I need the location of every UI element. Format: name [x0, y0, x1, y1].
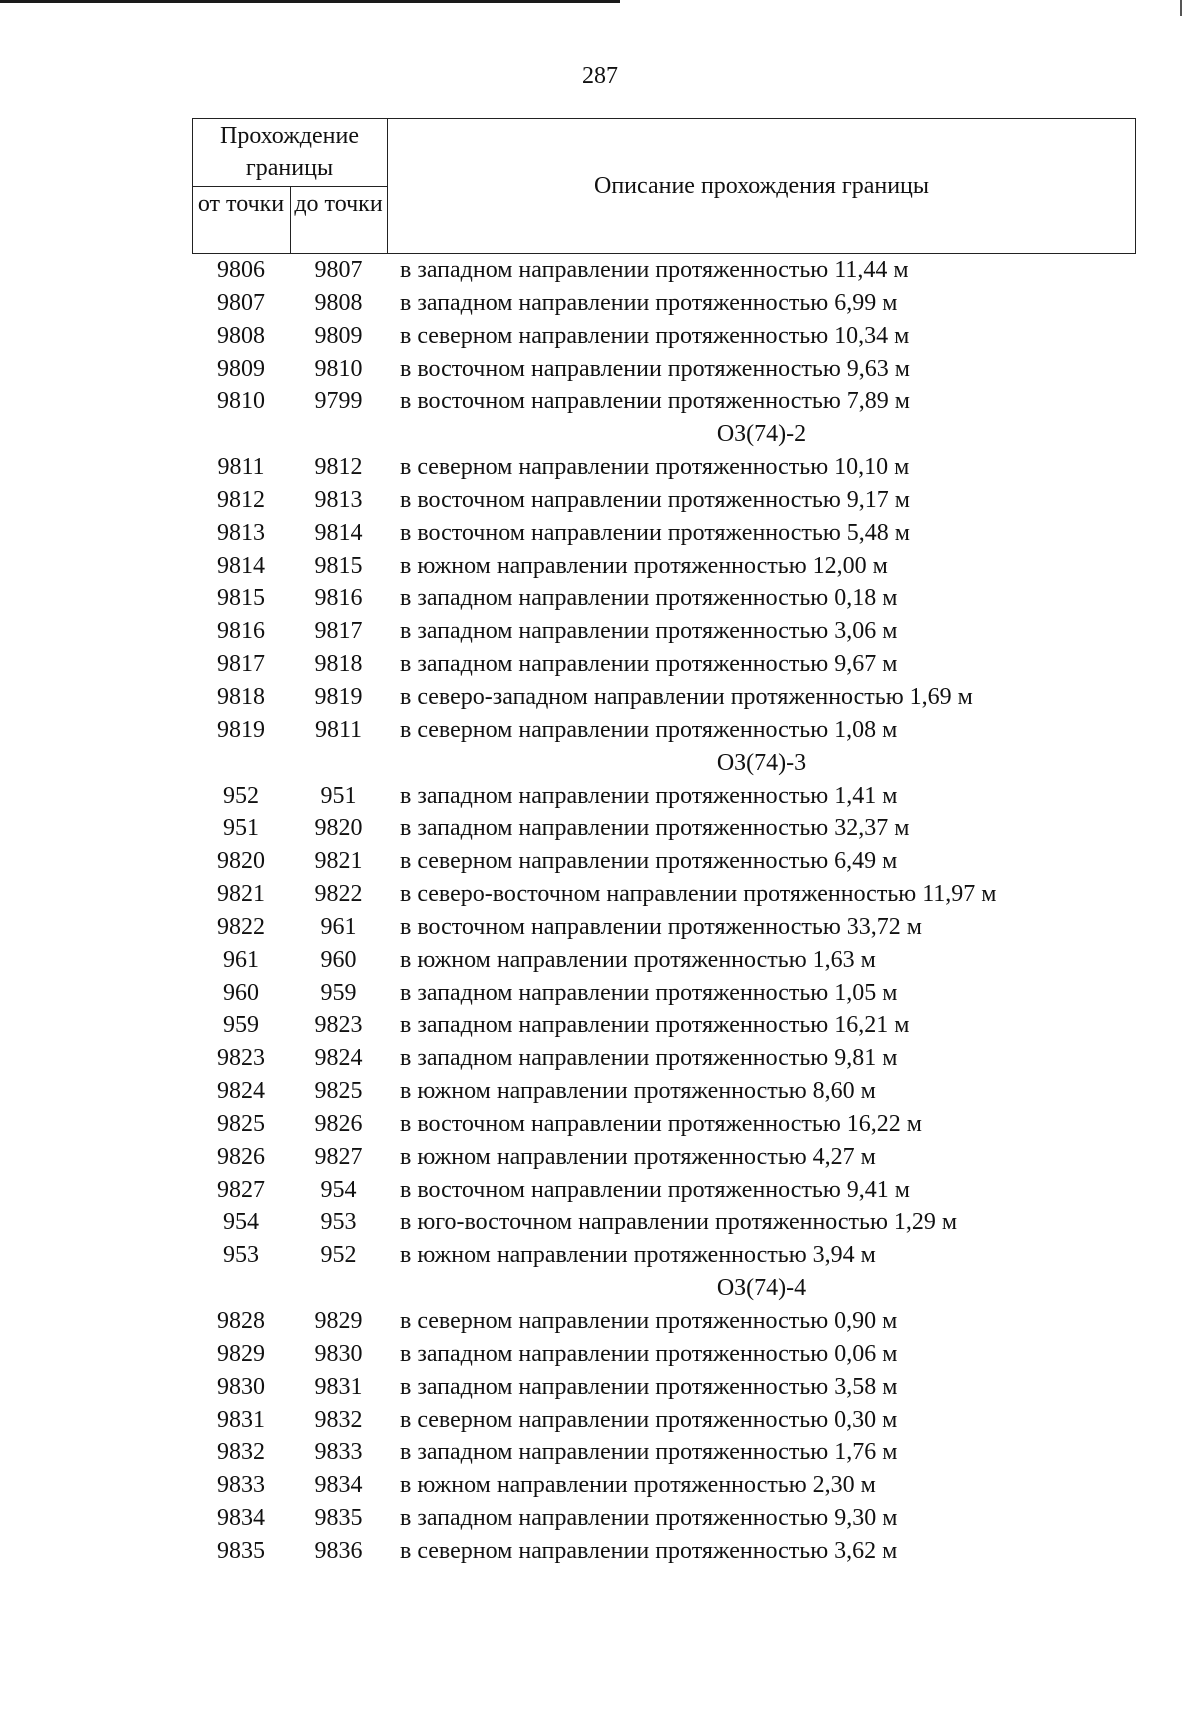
boundary-description: в южном направлении протяженностью 1,63 м	[400, 946, 876, 973]
table-row	[0, 517, 1200, 550]
from-point: 9819	[217, 716, 265, 743]
header-group-label: Прохождение границы	[219, 123, 359, 181]
boundary-description: в восточном направлении протяженностью 7,89 м	[400, 388, 910, 415]
from-point: 960	[223, 979, 259, 1006]
boundary-description: в западном направлении протяженностью 9,30 м	[400, 1505, 898, 1532]
table-row	[0, 582, 1200, 615]
from-point: 9829	[217, 1340, 265, 1367]
to-point: 9813	[314, 486, 363, 513]
table-row	[0, 911, 1200, 944]
table-row	[0, 451, 1200, 484]
to-point: 9832	[314, 1406, 363, 1433]
header-from-label: от точки	[197, 191, 285, 217]
table-row	[0, 1206, 1200, 1239]
to-point: 9807	[314, 257, 363, 283]
to-point: 9817	[314, 618, 363, 645]
boundary-description: в северо-восточном направлении протяженностью 11,97 м	[400, 881, 997, 908]
to-point: 9830	[314, 1340, 363, 1367]
table-row	[0, 1239, 1200, 1272]
section-title: ОЗ(74)-3	[716, 749, 807, 776]
table-row	[0, 1436, 1200, 1469]
table-row	[0, 714, 1200, 747]
from-point: 951	[223, 815, 259, 842]
from-point: 9825	[217, 1110, 265, 1137]
to-point: 951	[320, 782, 357, 809]
to-point: 9799	[314, 388, 363, 415]
table-row	[0, 648, 1200, 681]
boundary-description: в северо-западном направлении протяженностью 1,69 м	[400, 683, 973, 710]
from-point: 9823	[217, 1045, 265, 1072]
table-row	[0, 484, 1200, 517]
table-row	[0, 1042, 1200, 1075]
boundary-description: в южном направлении протяженностью 2,30 м	[400, 1472, 876, 1499]
table-body	[0, 254, 1200, 1568]
boundary-description: в западном направлении протяженностью 16,21 м	[400, 1012, 910, 1039]
table-row	[0, 1075, 1200, 1108]
table-row	[0, 353, 1200, 386]
from-point: 9807	[217, 289, 265, 316]
to-point: 953	[320, 1209, 357, 1236]
table-row	[0, 878, 1200, 911]
from-point: 9815	[217, 585, 265, 612]
to-point: 9818	[314, 651, 363, 678]
from-point: 9811	[217, 454, 265, 481]
to-point: 9833	[314, 1439, 363, 1466]
from-point: 959	[223, 1012, 259, 1039]
to-point: 9808	[314, 289, 363, 316]
from-point: 9832	[217, 1439, 265, 1466]
from-point: 9820	[217, 848, 265, 875]
to-point: 9825	[314, 1078, 363, 1105]
to-point: 9811	[314, 716, 363, 743]
from-point: 9816	[217, 618, 265, 645]
to-point: 9816	[314, 585, 363, 612]
table-row	[0, 780, 1200, 813]
from-point: 953	[223, 1242, 259, 1269]
page-number: 287	[582, 63, 618, 89]
from-point: 9813	[217, 519, 265, 546]
to-point: 9809	[314, 322, 363, 349]
section-row	[0, 418, 1200, 451]
boundary-description: в южном направлении протяженностью 8,60 м	[400, 1078, 876, 1105]
section-row	[0, 1272, 1200, 1305]
table-row	[0, 1371, 1200, 1404]
boundary-description: в западном направлении протяженностью 0,18 м	[400, 585, 898, 612]
from-point: 9806	[217, 257, 265, 283]
table-row	[0, 944, 1200, 977]
to-point: 9819	[314, 683, 363, 710]
table-row	[0, 254, 1200, 287]
boundary-description: в южном направлении протяженностью 12,00 м	[400, 552, 888, 579]
from-point: 9822	[217, 913, 265, 940]
from-point: 9833	[217, 1472, 265, 1499]
table-row	[0, 1305, 1200, 1338]
from-point: 9808	[217, 322, 265, 349]
from-point: 9835	[217, 1537, 265, 1564]
boundary-description: в северном направлении протяженностью 3,62 м	[400, 1537, 898, 1564]
from-point: 9812	[217, 486, 265, 513]
table-row	[0, 1535, 1200, 1568]
boundary-description: в западном направлении протяженностью 6,99 м	[400, 289, 898, 316]
boundary-description: в северном направлении протяженностью 0,30 м	[400, 1406, 898, 1433]
boundary-description: в юго-восточном направлении протяженностью 1,29 м	[400, 1209, 958, 1236]
boundary-description: в западном направлении протяженностью 11,44 м	[400, 257, 909, 283]
to-point: 9831	[314, 1373, 363, 1400]
boundary-description: в восточном направлении протяженностью 9,63 м	[400, 355, 910, 382]
table-row	[0, 845, 1200, 878]
boundary-description: в северном направлении протяженностью 10,34 м	[400, 322, 910, 349]
to-point: 9829	[314, 1308, 363, 1334]
section-title: ОЗ(74)-4	[716, 1275, 807, 1302]
to-point: 959	[320, 979, 357, 1006]
to-point: 960	[320, 946, 357, 973]
scan-artifact-line	[0, 0, 620, 3]
boundary-description: в западном направлении протяженностью 3,06 м	[400, 618, 898, 645]
to-point: 9814	[314, 519, 363, 546]
from-point: 954	[223, 1209, 259, 1236]
to-point: 9823	[314, 1012, 363, 1039]
table-row	[0, 977, 1200, 1010]
to-point: 9827	[314, 1143, 363, 1170]
header-to-label: до точки	[294, 191, 383, 217]
table-row	[0, 1009, 1200, 1042]
table-row	[0, 287, 1200, 320]
to-point: 9812	[314, 454, 363, 481]
section-row	[0, 747, 1200, 780]
to-point: 9822	[314, 881, 363, 908]
from-point: 9830	[217, 1373, 265, 1400]
from-point: 9824	[217, 1078, 265, 1105]
to-point: 952	[320, 1242, 357, 1269]
table-row	[0, 1469, 1200, 1502]
boundary-description: в северном направлении протяженностью 6,49 м	[400, 848, 898, 875]
from-point: 961	[223, 946, 259, 973]
boundary-description: в восточном направлении протяженностью 33,72 м	[400, 913, 922, 940]
boundary-description: в северном направлении протяженностью 0,90 м	[400, 1308, 898, 1334]
to-point: 9810	[314, 355, 363, 382]
table-row	[0, 1404, 1200, 1437]
table-row	[0, 812, 1200, 845]
to-point: 9836	[314, 1537, 363, 1564]
boundary-description: в западном направлении протяженностью 9,67 м	[400, 651, 898, 678]
to-point: 9826	[314, 1110, 363, 1137]
to-point: 9835	[314, 1505, 363, 1532]
from-point: 9817	[217, 651, 265, 678]
from-point: 9818	[217, 683, 265, 710]
from-point: 9831	[217, 1406, 265, 1433]
from-point: 9810	[217, 388, 265, 415]
boundary-description: в западном направлении протяженностью 1,41 м	[400, 782, 898, 809]
boundary-description: в восточном направлении протяженностью 16,22 м	[400, 1110, 922, 1137]
table-row	[0, 1141, 1200, 1174]
boundary-description: в западном направлении протяженностью 1,76 м	[400, 1439, 898, 1466]
boundary-description: в западном направлении протяженностью 3,58 м	[400, 1373, 898, 1400]
boundary-description: в восточном направлении протяженностью 5,48 м	[400, 519, 910, 546]
boundary-description: в западном направлении протяженностью 9,81 м	[400, 1045, 898, 1072]
from-point: 9827	[217, 1176, 265, 1203]
boundary-description: в восточном направлении протяженностью 9,17 м	[400, 486, 910, 513]
table-row	[0, 550, 1200, 583]
section-title: ОЗ(74)-2	[716, 421, 807, 448]
to-point: 954	[320, 1176, 357, 1203]
to-point: 9824	[314, 1045, 363, 1072]
table-row	[0, 1174, 1200, 1207]
from-point: 9814	[217, 552, 265, 579]
from-point: 9809	[217, 355, 265, 382]
boundary-description: в северном направлении протяженностью 1,08 м	[400, 716, 898, 743]
to-point: 961	[320, 913, 357, 940]
table-row	[0, 681, 1200, 714]
to-point: 9821	[314, 848, 363, 875]
boundary-description: в западном направлении протяженностью 32,37 м	[400, 815, 910, 842]
from-point: 9828	[217, 1308, 265, 1334]
table-row	[0, 320, 1200, 353]
from-point: 952	[223, 782, 259, 809]
to-point: 9834	[314, 1472, 363, 1499]
table-row	[0, 385, 1200, 418]
header-description-label: Описание прохождения границы	[593, 173, 929, 199]
table-row	[0, 1108, 1200, 1141]
from-point: 9834	[217, 1505, 265, 1532]
table-row	[0, 1502, 1200, 1535]
boundary-description: в западном направлении протяженностью 0,06 м	[400, 1340, 898, 1367]
boundary-description: в северном направлении протяженностью 10,10 м	[400, 454, 910, 481]
scan-artifact-edge	[1180, 0, 1182, 16]
boundary-description: в западном направлении протяженностью 1,05 м	[400, 979, 898, 1006]
boundary-description: в восточном направлении протяженностью 9,41 м	[400, 1176, 910, 1203]
from-point: 9826	[217, 1143, 265, 1170]
to-point: 9815	[314, 552, 363, 579]
table-row	[0, 1338, 1200, 1371]
boundary-description: в южном направлении протяженностью 4,27 м	[400, 1143, 876, 1170]
to-point: 9820	[314, 815, 363, 842]
from-point: 9821	[217, 881, 265, 908]
boundary-description: в южном направлении протяженностью 3,94 м	[400, 1242, 876, 1269]
table-row	[0, 615, 1200, 648]
